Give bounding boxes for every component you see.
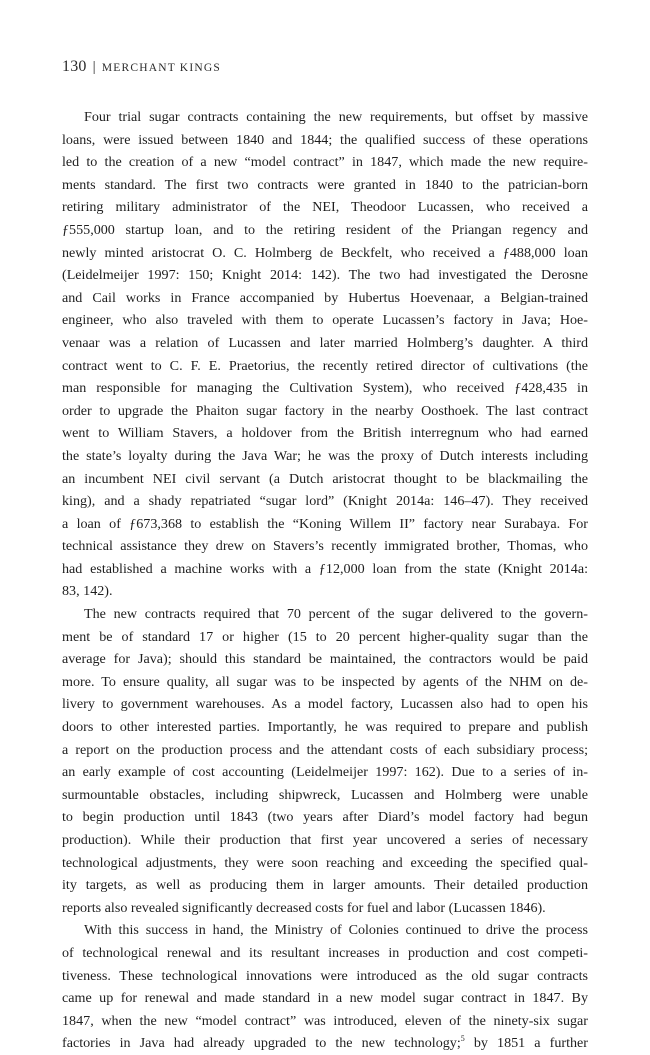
text-line — [62, 332, 588, 355]
text-line — [62, 897, 588, 920]
line-text: retiring military administrator of the NEI, Theodoor Lucassen, who received a — [62, 199, 588, 216]
line-text: to begin production until 1843 (two years after Diard’s model factory had begun — [62, 809, 588, 826]
body-text — [62, 106, 588, 1055]
line-text: an incumbent NEI civil servant (a Dutch aristocrat thought to be blackmailing the — [62, 470, 588, 487]
line-text: of technological renewal and its resultant increases in production and cost competi- — [62, 944, 588, 961]
text-line — [62, 242, 588, 265]
text-line — [62, 129, 588, 152]
text-line — [62, 377, 588, 400]
line-text: factories in Java had already upgraded to the new technology; — [62, 1035, 461, 1052]
line-text: production). While their production that first year uncovered a series of necessary — [62, 832, 588, 848]
line-text: king), and a shady repatriated “sugar lord” (Knight 2014a: 146–47). They received — [62, 493, 588, 510]
line-text: led to the creation of a new “model contract” in 1847, which made the new require- — [62, 154, 588, 171]
line-text: more. To ensure quality, all sugar was to be inspected by agents of the NHM on de- — [62, 673, 588, 690]
line-text: technological adjustments, they were soon reaching and exceeding the specified qual- — [62, 854, 588, 871]
line-text: doors to other interested parties. Importantly, he was required to prepare and publish — [62, 719, 588, 736]
text-line — [62, 829, 588, 852]
text-line — [62, 580, 588, 603]
text-line — [62, 196, 588, 219]
text-line — [62, 806, 588, 829]
line-text: venaar was a relation of Lucassen and later married Holmberg’s daughter. A third — [62, 334, 588, 351]
line-text: ment be of standard 17 or higher (15 to 20 percent higher-quality sugar than the — [62, 628, 588, 645]
line-text: surmountable obstacles, including shipwreck, Lucassen and Holmberg were unable — [62, 786, 588, 803]
text-line — [62, 468, 588, 491]
line-text: a loan of ƒ673,368 to establish the “Koning Willem II” factory near Surabaya. For — [62, 515, 588, 532]
line-text: Four trial sugar contracts containing the new requirements, but offset by massive — [84, 109, 588, 125]
text-line — [62, 671, 588, 694]
text-line — [62, 693, 588, 716]
line-text: engineer, who also traveled with them to operate Lucassen’s factory in Java; Hoe- — [62, 312, 588, 329]
text-line — [62, 965, 588, 988]
running-header — [62, 58, 221, 76]
line-text: order to upgrade the Phaiton sugar factory in the nearby Oosthoek. The last contract — [62, 402, 588, 419]
text-line — [62, 987, 588, 1010]
text-line — [62, 106, 588, 129]
line-text: 1847, when the new “model contract” was introduced, eleven of the ninety-six sugar — [62, 1012, 588, 1029]
line-text: ƒ555,000 startup loan, and to the retiring resident of the Priangan regency and — [62, 221, 588, 238]
line-text: livery to government warehouses. As a model factory, Lucassen also had to open his — [62, 696, 588, 713]
text-line — [62, 219, 588, 242]
text-line — [62, 648, 588, 671]
line-text: With this success in hand, the Ministry of Colonies continued to drive the process — [84, 922, 588, 939]
text-line — [62, 264, 588, 287]
footnote-marker[interactable]: 5 — [460, 1034, 465, 1044]
text-line — [62, 784, 588, 807]
text-line — [62, 942, 588, 965]
text-line — [62, 513, 588, 536]
text-line — [62, 919, 588, 942]
text-line — [62, 445, 588, 468]
line-text: the state’s loyalty during the Java War; he was the proxy of Dutch interests including — [62, 447, 588, 464]
line-text: man responsible for managing the Cultivation System), who received ƒ428,435 in — [62, 380, 588, 397]
text-line — [62, 739, 588, 762]
line-text: loans, were issued between 1840 and 1844; the qualified success of these operations — [62, 131, 588, 148]
text-line — [62, 558, 588, 581]
page-number: 130 — [62, 58, 87, 75]
line-text: technical assistance they drew on Stavers’s recently immigrated brother, Thomas, who — [62, 538, 588, 555]
line-text: an early example of cost accounting (Leidelmeijer 1997: 162). Due to a series of in- — [62, 764, 588, 781]
line-text: ity targets, as well as producing them in larger amounts. Their detailed production — [62, 877, 588, 894]
line-text: The new contracts required that 70 percent of the sugar delivered to the govern- — [84, 606, 588, 623]
text-line — [62, 151, 588, 174]
text-line — [62, 603, 588, 626]
text-line — [62, 355, 588, 378]
line-text-continued: by 1851 a further — [464, 1035, 588, 1052]
text-line — [62, 761, 588, 784]
line-text: average for Java); should this standard be maintained, the contractors would be paid — [62, 651, 588, 668]
text-line — [62, 626, 588, 649]
running-title: MERCHANT KINGS — [101, 62, 221, 74]
text-line — [62, 309, 588, 332]
line-text: went to William Stavers, a holdover from the British interregnum who had earned — [62, 425, 588, 442]
line-text: newly minted aristocrat O. C. Holmberg de Beckfelt, who received a ƒ488,000 loan — [62, 244, 588, 261]
line-text: tiveness. These technological innovations were introduced as the old sugar contracts — [62, 967, 588, 984]
text-line — [62, 874, 588, 897]
text-line — [62, 1032, 588, 1055]
line-text: (Leidelmeijer 1997: 150; Knight 2014: 142). The two had investigated the Derosne — [62, 267, 588, 284]
header-divider: | — [92, 59, 96, 75]
text-line — [62, 535, 588, 558]
text-line — [62, 1010, 588, 1033]
text-line — [62, 490, 588, 513]
line-text: 83, 142). — [62, 583, 113, 600]
line-text: contract went to C. F. E. Praetorius, the recently retired director of cultivations (the — [62, 357, 588, 374]
text-line — [62, 287, 588, 310]
line-text: ments standard. The first two contracts were granted in 1840 to the patrician-born — [62, 176, 588, 193]
line-text: a report on the production process and the attendant costs of each subsidiary process; — [62, 741, 588, 758]
text-line — [62, 400, 588, 423]
line-text: and Cail works in France accompanied by Hubertus Hoevenaar, a Belgian-trained — [62, 289, 588, 306]
line-text: had established a machine works with a ƒ12,000 loan from the state (Knight 2014a: — [62, 560, 588, 577]
text-line — [62, 174, 588, 197]
text-line — [62, 716, 588, 739]
text-line — [62, 422, 588, 445]
line-text: came up for renewal and made standard in a new model sugar contract in 1847. By — [62, 990, 588, 1007]
text-line — [62, 852, 588, 875]
line-text: reports also revealed significantly decreased costs for fuel and labor (Lucassen 1846). — [62, 899, 546, 916]
